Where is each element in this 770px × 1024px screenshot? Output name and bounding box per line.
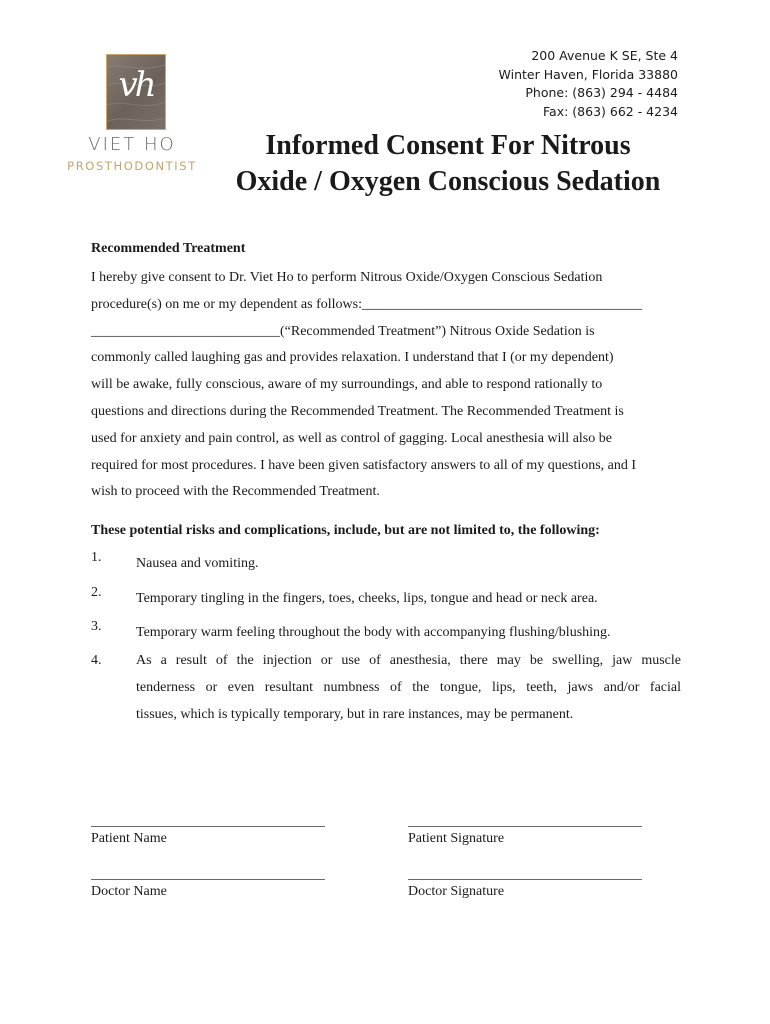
risk-text: Temporary tingling in the fingers, toes, cheeks, lips, tongue and head or neck area. xyxy=(136,591,598,606)
title-line1: Informed Consent For Nitrous xyxy=(265,130,631,161)
doctor-signature-label: Doctor Signature xyxy=(408,884,505,899)
paragraph-line: procedure(s) on me or my dependent as follows:________________________________________ xyxy=(91,296,642,312)
document-title xyxy=(200,128,696,200)
risk-text: Nausea and vomiting. xyxy=(136,556,259,571)
paragraph-line: used for anxiety and pain control, as well as control of gagging. Local anesthesia will also be xyxy=(91,430,612,446)
doctor-name-label: Doctor Name xyxy=(91,884,167,899)
recommended-treatment-body xyxy=(91,265,691,506)
title-line2: Oxide / Oxygen Conscious Sedation xyxy=(235,166,661,197)
logo-subtitle: PROSTHODONTIST xyxy=(67,159,197,173)
paragraph-line: will be awake, fully conscious, aware of my surroundings, and able to respond rationally to xyxy=(91,377,603,393)
phone-number: Phone: (863) 294 - 4484 xyxy=(525,85,678,100)
risk-number: 1. xyxy=(91,550,102,565)
logo-monogram-box xyxy=(106,54,166,130)
patient-signature-field[interactable] xyxy=(408,826,642,847)
logo-name: VIET HO xyxy=(88,134,176,155)
risk-text: Temporary warm feeling throughout the body with accompanying flushing/blushing. xyxy=(136,625,611,640)
practice-logo xyxy=(62,40,202,190)
signature-line xyxy=(408,826,642,827)
risk-number: 2. xyxy=(91,585,102,600)
signature-line xyxy=(91,879,325,880)
recommended-treatment-heading: Recommended Treatment xyxy=(91,241,246,256)
address-line2: Winter Haven, Florida 33880 xyxy=(498,66,678,82)
doctor-signature-field[interactable] xyxy=(408,879,642,900)
paragraph-line: ___________________________(“Recommended Treatment”) Nitrous Oxide Sedation is xyxy=(91,323,595,339)
risk-number: 3. xyxy=(91,619,102,634)
doctor-name-field[interactable] xyxy=(91,879,325,900)
patient-name-label: Patient Name xyxy=(91,831,167,846)
paragraph-line: required for most procedures. I have been given satisfactory answers to all of my questions, and I xyxy=(91,457,637,473)
paragraph-line: I hereby give consent to Dr. Viet Ho to perform Nitrous Oxide/Oxygen Conscious Sedation xyxy=(91,270,603,285)
logo-monogram: vh xyxy=(118,65,154,105)
risk-text: tenderness or even resultant numbness of the tongue, lips, teeth, jaws and/or facial xyxy=(136,680,681,695)
risk-text: tissues, which is typically temporary, but in rare instances, may be permanent. xyxy=(136,707,574,722)
signature-line xyxy=(91,826,325,827)
patient-signature-label: Patient Signature xyxy=(408,831,505,846)
risk-text: As a result of the injection or use of anesthesia, there may be swelling, jaw muscle xyxy=(136,653,681,668)
address-line1: 200 Avenue K SE, Ste 4 xyxy=(531,48,678,63)
paragraph-line: questions and directions during the Recommended Treatment. The Recommended Treatment is xyxy=(91,403,624,419)
practice-address xyxy=(499,47,678,121)
paragraph-line: wish to proceed with the Recommended Treatment. xyxy=(91,484,380,500)
paragraph-line: commonly called laughing gas and provides relaxation. I understand that I (or my dependent) xyxy=(91,350,614,366)
patient-name-field[interactable] xyxy=(91,826,325,847)
risks-heading: These potential risks and complications, include, but are not limited to, the following: xyxy=(91,523,600,538)
risk-number: 4. xyxy=(91,653,102,668)
signature-line xyxy=(408,879,642,880)
fax-number: Fax: (863) 662 - 4234 xyxy=(543,103,678,119)
